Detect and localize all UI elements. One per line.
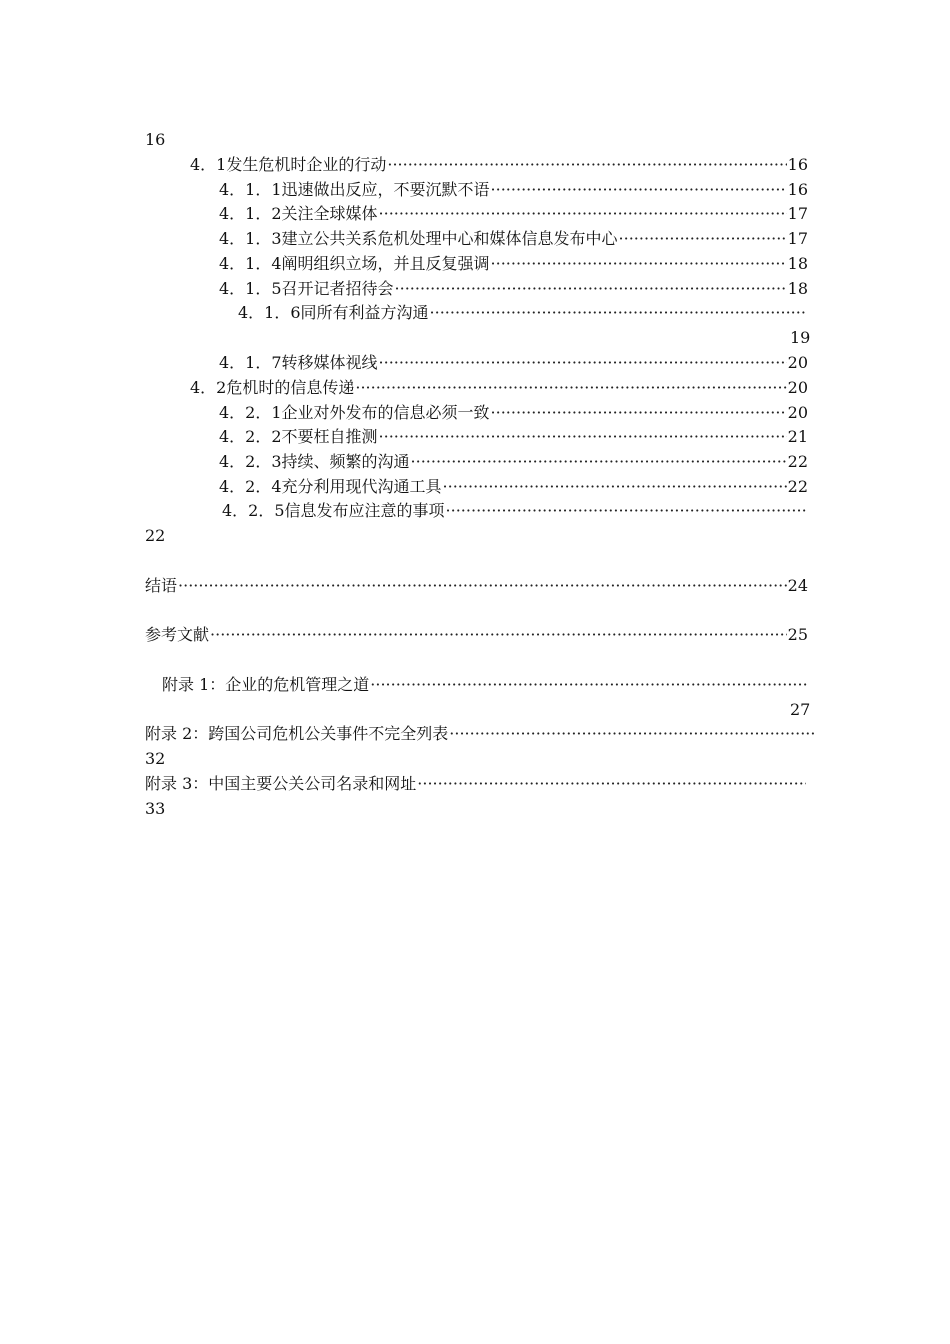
toc-entry-page: 21: [787, 427, 808, 446]
toc-leader-dots: [387, 153, 786, 177]
toc-leader-dots: [491, 252, 787, 276]
toc-leader-dots: [619, 227, 787, 251]
toc-leader-dots: [411, 450, 787, 474]
toc-entry-label: 参考文献: [145, 625, 210, 644]
toc-leader-dots: [449, 722, 816, 746]
toc-entry-4-1-5[interactable]: [219, 277, 808, 301]
toc-entry-page: 16: [787, 155, 808, 174]
toc-entry-4-2-4[interactable]: [219, 475, 808, 499]
toc-entry-label: 4．2．5信息发布应注意的事项: [222, 501, 445, 520]
toc-entry-page: 18: [787, 254, 808, 273]
toc-entry-label: 4．1．1迅速做出反应，不要沉默不语: [219, 180, 490, 199]
toc-entry-label: 4．2．3持续、频繁的沟通: [219, 452, 410, 471]
toc-entry-label: 附录 1：企业的危机管理之道: [162, 675, 370, 694]
toc-leader-dots: [491, 178, 787, 202]
toc-entry-conclusion[interactable]: [145, 574, 808, 598]
toc-entry-page: 22: [145, 526, 166, 545]
toc-entry-appendix-1[interactable]: [162, 673, 808, 697]
toc-entry-4-2-1[interactable]: [219, 401, 808, 425]
toc-entry-4-2-2[interactable]: [219, 425, 808, 449]
toc-entry-label: 4．1．4阐明组织立场，并且反复强调: [219, 254, 490, 273]
toc-entry-4-1-4[interactable]: [219, 252, 808, 276]
toc-leader-dots: [370, 673, 807, 697]
toc-entry-label: 4．1．7转移媒体视线: [219, 353, 378, 372]
toc-leader-dots: [379, 425, 787, 449]
toc-entry-page: 27: [790, 700, 811, 719]
toc-entry-label: 4．1．5召开记者招待会: [219, 279, 394, 298]
toc-entry-page: 32: [145, 749, 166, 768]
toc-leader-dots: [491, 401, 787, 425]
toc-leader-dots: [430, 301, 807, 325]
toc-entry-page: 17: [787, 229, 808, 248]
toc-leader-dots: [379, 351, 787, 375]
toc-entry-page: 20: [787, 403, 808, 422]
toc-entry-4-2[interactable]: [190, 376, 808, 400]
toc-entry-label: 4．2．1企业对外发布的信息必须一致: [219, 403, 490, 422]
toc-entry-appendix-3[interactable]: [145, 772, 807, 796]
toc-entry-page: 18: [787, 279, 808, 298]
toc-entry-4-1-2[interactable]: [219, 202, 808, 226]
toc-entry-4-1-1[interactable]: [219, 178, 808, 202]
toc-entry-label: 附录 2：跨国公司危机公关事件不完全列表: [145, 724, 449, 743]
toc-entry-page: 17: [787, 204, 808, 223]
toc-leader-dots: [443, 475, 787, 499]
toc-entry-page: 19: [790, 328, 811, 347]
toc-leader-dots: [417, 772, 806, 796]
toc-entry-page: 22: [787, 477, 808, 496]
toc-entry-label: 附录 3：中国主要公关公司名录和网址: [145, 774, 417, 793]
toc-entry-page: 20: [787, 378, 808, 397]
toc-entry-4-1-6[interactable]: [238, 301, 808, 325]
toc-entry-label: 4．1．3建立公共关系危机处理中心和媒体信息发布中心: [219, 229, 618, 248]
toc-entry-appendix-2[interactable]: [145, 722, 817, 746]
toc-entry-4-2-5[interactable]: [222, 499, 808, 523]
toc-entry-label: 4．2．4充分利用现代沟通工具: [219, 477, 442, 496]
toc-entry-4-1-3[interactable]: [219, 227, 808, 251]
toc-entry-4-1-7[interactable]: [219, 351, 808, 375]
toc-entry-label: 4．2．2不要枉自推测: [219, 427, 378, 446]
toc-entry-label: 4．2危机时的信息传递: [190, 378, 355, 397]
toc-entry-page: 20: [787, 353, 808, 372]
toc-entry-label: 结语: [145, 576, 178, 595]
toc-leader-dots: [178, 574, 787, 598]
toc-entry-page: 25: [787, 625, 808, 644]
toc-entry-page: 33: [145, 799, 166, 818]
toc-entry-references[interactable]: [145, 623, 808, 647]
toc-leader-dots: [210, 623, 787, 647]
toc-leader-dots: [355, 376, 786, 400]
toc-entry-page: 16: [787, 180, 808, 199]
toc-entry-label: 4．1发生危机时企业的行动: [190, 155, 387, 174]
toc-entry-label: 4．1．6同所有利益方沟通: [238, 303, 429, 322]
toc-top-page-number: 16: [145, 130, 166, 149]
toc-entry-label: 4．1．2关注全球媒体: [219, 204, 378, 223]
toc-entry-4-2-3[interactable]: [219, 450, 808, 474]
toc-entry-4-1[interactable]: [190, 153, 808, 177]
toc-leader-dots: [395, 277, 787, 301]
toc-leader-dots: [379, 202, 787, 226]
toc-leader-dots: [446, 499, 807, 523]
toc-entry-page: 22: [787, 452, 808, 471]
toc-entry-page: 24: [787, 576, 808, 595]
